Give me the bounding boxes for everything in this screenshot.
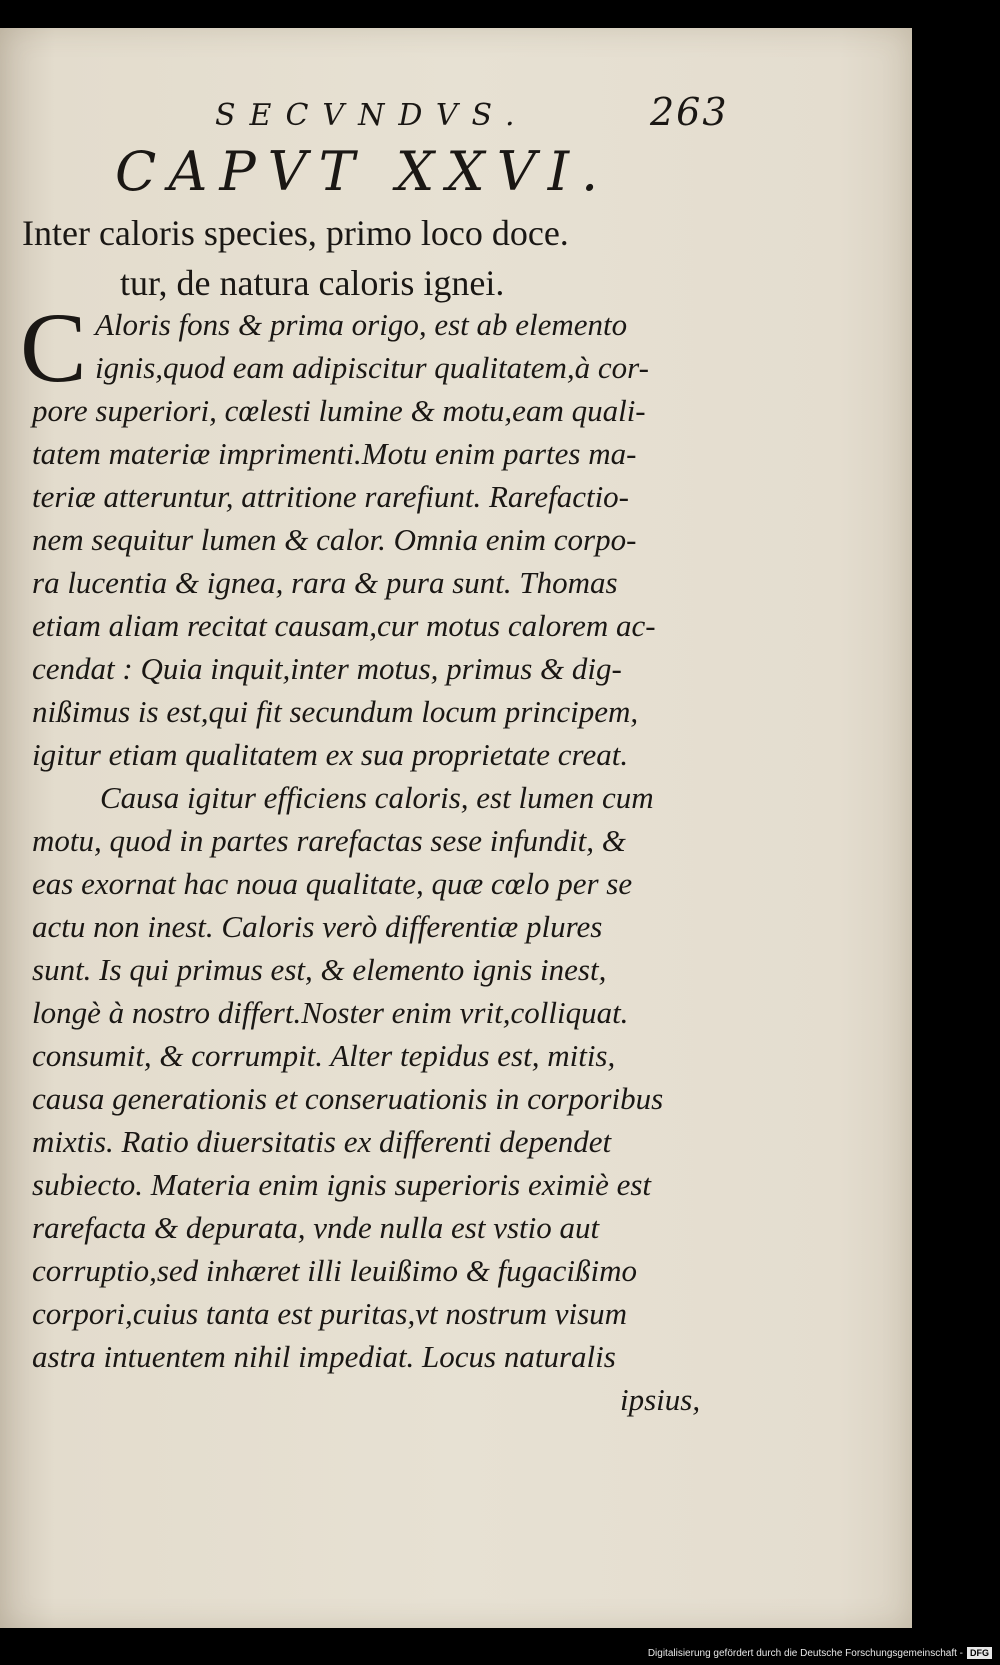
chapter-subtitle-line-2: tur, de natura caloris ignei.	[120, 263, 505, 303]
catchword: ipsius,	[620, 1382, 701, 1417]
body-line: astra intuentem nihil impediat. Locus naturalis	[32, 1339, 616, 1374]
body-line: causa generationis et conseruationis in corporibus	[32, 1081, 664, 1116]
body-line: etiam aliam recitat causam,cur motus calorem ac-	[32, 608, 656, 643]
body-line: cendat : Quia inquit,inter motus, primus & dig-	[32, 651, 622, 686]
body-line: teriæ atteruntur, attritione rarefiunt. Rarefactio-	[32, 479, 630, 514]
body-line: eas exornat hac noua qualitate, quæ cœlo per se	[32, 866, 633, 901]
body-line: nem sequitur lumen & calor. Omnia enim corpo-	[32, 522, 637, 557]
drop-initial: C	[20, 292, 87, 403]
body-line: ra lucentia & ignea, rara & pura sunt. Thomas	[32, 565, 618, 600]
body-line: actu non inest. Caloris verò differentiæ plures	[32, 909, 603, 944]
chapter-title: CAPVT XXVI.	[115, 140, 611, 203]
running-head: SECVNDVS.	[215, 98, 529, 133]
body-line: mixtis. Ratio diuersitatis ex differenti dependet	[32, 1124, 612, 1159]
body-line: pore superiori, cœlesti lumine & motu,eam quali-	[32, 393, 646, 428]
body-line: ignis,quod eam adipiscitur qualitatem,à cor-	[95, 350, 649, 385]
dfg-logo: DFG	[967, 1647, 992, 1659]
body-line: corpori,cuius tanta est puritas,vt nostrum visum	[32, 1296, 628, 1331]
page-number: 263	[650, 90, 729, 134]
body-line: rarefacta & depurata, vnde nulla est vstio aut	[32, 1210, 600, 1245]
body-line: sunt. Is qui primus est, & elemento ignis inest,	[32, 952, 607, 987]
chapter-subtitle-line-1: Inter caloris species, primo loco doce.	[22, 213, 569, 253]
body-line: consumit, & corrumpit. Alter tepidus est, mitis,	[32, 1038, 616, 1073]
body-line: Causa igitur efficiens caloris, est lumen cum	[100, 780, 654, 815]
body-line: nißimus is est,qui fit secundum locum principem,	[32, 694, 639, 729]
footer-text: Digitalisierung gefördert durch die Deutsche Forschungsgemeinschaft -	[647, 1647, 963, 1659]
body-line: motu, quod in partes rarefactas sese infundit, &	[32, 823, 626, 858]
digitization-footer	[648, 1647, 992, 1659]
body-line: tatem materiæ imprimenti.Motu enim partes ma-	[32, 436, 637, 471]
body-line: subiecto. Materia enim ignis superioris eximiè est	[32, 1167, 652, 1202]
body-line: Aloris fons & prima origo, est ab elemento	[95, 307, 628, 342]
body-line: igitur etiam qualitatem ex sua proprietate creat.	[32, 737, 629, 772]
body-line: longè à nostro differt.Noster enim vrit,colliquat.	[32, 995, 629, 1030]
body-line: corruptio,sed inhæret illi leuißimo & fugacißimo	[32, 1253, 638, 1288]
